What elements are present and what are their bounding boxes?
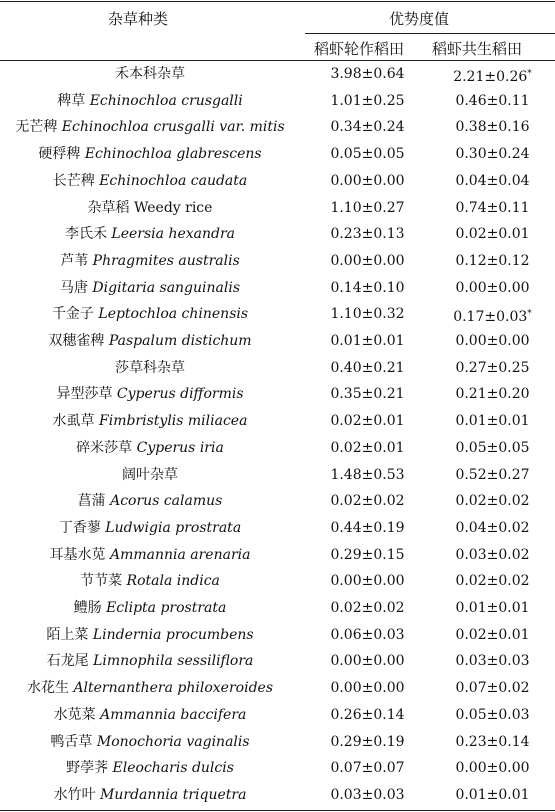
species-latin-name: Monochoria vaginalis xyxy=(96,733,250,750)
rotation-value-cell: 0.02±0.01 xyxy=(330,439,405,456)
species-chinese-name: 水竹叶 xyxy=(53,786,96,803)
species-name-cell xyxy=(0,88,300,115)
species-latin-name: Weedy rice xyxy=(134,199,213,216)
species-name-cell xyxy=(0,381,300,408)
species-name-cell xyxy=(0,729,300,756)
species-latin-name: Echinochloa crusgalli var. mitis xyxy=(61,119,285,136)
species-chinese-name: 野荸荠 xyxy=(66,760,109,777)
coculture-value-cell xyxy=(430,328,555,355)
species-latin-name: Murdannia triquetra xyxy=(100,786,247,803)
table-row xyxy=(0,221,555,248)
coculture-value-cell xyxy=(430,462,555,489)
species-chinese-name: 陌上菜 xyxy=(46,626,89,643)
species-latin-name: Ammannia baccifera xyxy=(100,706,247,723)
species-name-cell xyxy=(0,488,300,515)
species-latin-name: Ludwigia prostrata xyxy=(105,519,242,536)
species-name-cell xyxy=(0,462,300,489)
species-name-cell xyxy=(0,435,300,462)
species-name-cell xyxy=(0,542,300,569)
rotation-value-cell: 0.00±0.00 xyxy=(330,653,405,670)
coculture-value-cell xyxy=(430,248,555,275)
coculture-paddy-header: 稻虾共生稻田 xyxy=(432,40,523,58)
rotation-value-cell: 1.10±0.32 xyxy=(330,306,405,323)
table-row xyxy=(0,462,555,489)
species-chinese-name: 节节菜 xyxy=(80,573,123,590)
species-name-cell xyxy=(0,195,300,222)
species-latin-name: Cyperus iria xyxy=(136,439,224,456)
species-name-cell xyxy=(0,702,300,729)
species-chinese-name: 稗草 xyxy=(57,92,86,109)
species-chinese-name: 水花生 xyxy=(26,680,69,697)
coculture-value-cell xyxy=(430,702,555,729)
species-chinese-name: 异型莎草 xyxy=(56,386,113,403)
rotation-value-cell: 0.44±0.19 xyxy=(330,519,405,536)
coculture-value-cell xyxy=(430,568,555,595)
species-chinese-name: 马唐 xyxy=(59,279,88,296)
rotation-value-cell: 1.10±0.27 xyxy=(330,199,405,216)
coculture-value-cell xyxy=(430,675,555,702)
table-row xyxy=(0,195,555,222)
species-latin-name: Echinochloa crusgalli xyxy=(89,92,243,109)
coculture-value-cell xyxy=(430,488,555,515)
coculture-value-cell xyxy=(430,381,555,408)
coculture-value-cell xyxy=(430,729,555,756)
coculture-value: 0.52±0.27 xyxy=(455,466,530,483)
species-chinese-name: 千金子 xyxy=(51,306,94,323)
species-latin-name: Limnophila sessiliflora xyxy=(93,653,254,670)
species-chinese-name: 石龙尾 xyxy=(46,653,89,670)
species-latin-name: Echinochloa caudata xyxy=(99,172,248,189)
rotation-value-cell: 0.23±0.13 xyxy=(330,226,405,243)
species-latin-name: Eleocharis dulcis xyxy=(112,760,234,777)
coculture-value-cell xyxy=(430,595,555,622)
table-row xyxy=(0,595,555,622)
significance-marker: * xyxy=(527,69,532,79)
species-latin-name: Fimbristylis miliacea xyxy=(99,413,248,430)
coculture-value: 0.27±0.25 xyxy=(455,359,530,376)
table-row xyxy=(0,168,555,195)
coculture-value-cell xyxy=(430,622,555,649)
species-latin-name: Ammannia arenaria xyxy=(109,546,251,563)
top-rule xyxy=(0,1,555,2)
species-name-cell xyxy=(0,622,300,649)
species-latin-name: Echinochloa glabrescens xyxy=(84,146,262,163)
coculture-value: 0.03±0.02 xyxy=(455,546,530,563)
table-row xyxy=(0,622,555,649)
table-row xyxy=(0,435,555,462)
dominance-subrule xyxy=(305,33,555,34)
coculture-value-cell xyxy=(430,355,555,382)
table-row xyxy=(0,542,555,569)
table-row xyxy=(0,248,555,275)
coculture-value: 0.02±0.02 xyxy=(455,493,530,510)
coculture-value: 0.01±0.01 xyxy=(455,786,530,803)
species-chinese-name: 鸭舌草 xyxy=(50,733,93,750)
species-chinese-name: 禾本科杂草 xyxy=(115,66,185,82)
species-latin-name: Alternanthera philoxeroides xyxy=(73,680,273,697)
species-name-cell xyxy=(0,408,300,435)
species-name-cell xyxy=(0,782,300,809)
rotation-value-cell: 0.07±0.07 xyxy=(330,760,405,777)
species-chinese-name: 耳基水苋 xyxy=(49,546,106,563)
rotation-value-cell: 0.01±0.01 xyxy=(330,333,405,349)
rotation-value-cell: 0.40±0.21 xyxy=(330,359,405,376)
species-chinese-name: 硬稃稗 xyxy=(38,146,81,163)
coculture-value: 0.00±0.00 xyxy=(455,279,530,296)
species-chinese-name: 阔叶杂草 xyxy=(122,466,178,483)
table-row xyxy=(0,568,555,595)
coculture-value-cell xyxy=(430,88,555,115)
coculture-value-cell xyxy=(430,648,555,675)
rotation-value-cell: 0.02±0.01 xyxy=(330,413,405,430)
rotation-value-cell: 0.03±0.03 xyxy=(330,786,405,803)
species-chinese-name: 杂草稻 xyxy=(87,199,130,216)
table-row xyxy=(0,61,555,88)
rotation-value-cell: 0.00±0.00 xyxy=(330,680,405,697)
species-name-cell xyxy=(0,248,300,275)
rotation-value-cell: 0.26±0.14 xyxy=(330,706,405,723)
species-name-cell xyxy=(0,568,300,595)
table-row xyxy=(0,782,555,809)
coculture-value-cell xyxy=(430,221,555,248)
species-chinese-name: 长芒稗 xyxy=(52,172,95,189)
coculture-value: 0.02±0.01 xyxy=(455,626,530,643)
table-row xyxy=(0,275,555,302)
rotation-value-cell: 0.02±0.02 xyxy=(330,600,405,616)
species-chinese-name: 丁香蓼 xyxy=(58,519,101,536)
coculture-value-cell xyxy=(430,275,555,302)
table-row xyxy=(0,355,555,382)
table-row xyxy=(0,88,555,115)
coculture-value: 0.46±0.11 xyxy=(455,92,530,109)
species-chinese-name: 鳢肠 xyxy=(73,600,102,616)
coculture-value: 0.02±0.01 xyxy=(455,226,530,243)
species-chinese-name: 李氏禾 xyxy=(64,226,107,243)
species-name-cell xyxy=(0,301,300,328)
coculture-value: 0.74±0.11 xyxy=(455,199,530,216)
species-chinese-name: 碎米莎草 xyxy=(76,439,133,456)
species-name-cell xyxy=(0,675,300,702)
species-column-header: 杂草种类 xyxy=(108,10,169,28)
rotation-value-cell: 0.02±0.02 xyxy=(330,493,405,510)
rotation-paddy-header: 稻虾轮作稻田 xyxy=(314,40,405,58)
species-latin-name: Paspalum distichum xyxy=(108,333,252,349)
table-row xyxy=(0,515,555,542)
table-row xyxy=(0,328,555,355)
coculture-value: 0.04±0.02 xyxy=(455,519,530,536)
rotation-value-cell: 0.29±0.19 xyxy=(330,733,405,750)
species-name-cell xyxy=(0,648,300,675)
species-name-cell xyxy=(0,755,300,782)
rotation-value-cell: 1.01±0.25 xyxy=(330,92,405,109)
species-name-cell xyxy=(0,141,300,168)
coculture-value: 0.21±0.20 xyxy=(455,386,530,403)
rotation-value-cell: 3.98±0.64 xyxy=(330,66,405,82)
species-name-cell xyxy=(0,595,300,622)
bottom-rule xyxy=(0,810,555,811)
coculture-value-cell xyxy=(430,168,555,195)
coculture-value-cell xyxy=(430,114,555,141)
significance-marker: * xyxy=(527,309,532,320)
coculture-value-cell xyxy=(430,542,555,569)
table-row xyxy=(0,114,555,141)
rotation-value-cell: 0.06±0.03 xyxy=(330,626,405,643)
species-latin-name: Leptochloa chinensis xyxy=(98,306,249,323)
table-row xyxy=(0,729,555,756)
species-latin-name: Digitaria sanguinalis xyxy=(92,279,241,296)
species-name-cell xyxy=(0,168,300,195)
species-latin-name: Eclipta prostrata xyxy=(106,600,227,616)
table-row xyxy=(0,408,555,435)
species-latin-name: Leersia hexandra xyxy=(111,226,236,243)
table-row xyxy=(0,301,555,328)
species-name-cell xyxy=(0,515,300,542)
coculture-value-cell xyxy=(430,61,555,91)
species-chinese-name: 芦苇 xyxy=(60,252,89,269)
coculture-value-cell xyxy=(430,141,555,168)
coculture-value: 0.00±0.00 xyxy=(455,333,530,349)
species-chinese-name: 菖蒲 xyxy=(77,493,106,510)
species-name-cell xyxy=(0,114,300,141)
species-latin-name: Acorus calamus xyxy=(110,493,223,510)
rotation-value-cell: 0.14±0.10 xyxy=(330,279,405,296)
coculture-value-cell xyxy=(430,408,555,435)
table-row xyxy=(0,488,555,515)
coculture-value: 0.05±0.03 xyxy=(455,706,530,723)
coculture-value: 0.12±0.12 xyxy=(455,252,530,269)
species-chinese-name: 双穗雀稗 xyxy=(48,333,105,349)
table-row xyxy=(0,648,555,675)
species-latin-name: Rotala indica xyxy=(126,573,220,590)
species-name-cell xyxy=(0,355,300,382)
rotation-value-cell: 0.34±0.24 xyxy=(330,119,405,136)
table-row xyxy=(0,381,555,408)
rotation-value-cell: 0.35±0.21 xyxy=(330,386,405,403)
coculture-value-cell xyxy=(430,755,555,782)
species-chinese-name: 无芒稗 xyxy=(15,119,58,136)
species-latin-name: Phragmites australis xyxy=(92,252,240,269)
species-name-cell xyxy=(0,328,300,355)
coculture-value-cell xyxy=(430,782,555,809)
coculture-value: 0.38±0.16 xyxy=(455,119,530,136)
rotation-value-cell: 1.48±0.53 xyxy=(330,466,405,483)
rotation-value-cell: 0.29±0.15 xyxy=(330,546,405,563)
table-row xyxy=(0,702,555,729)
species-name-cell xyxy=(0,61,300,88)
species-latin-name: Lindernia procumbens xyxy=(92,626,254,643)
coculture-value: 0.23±0.14 xyxy=(455,733,530,750)
species-name-cell xyxy=(0,221,300,248)
species-chinese-name: 水苋菜 xyxy=(53,706,96,723)
table-row xyxy=(0,675,555,702)
coculture-value: 2.21±0.26 xyxy=(453,69,528,85)
coculture-value: 0.04±0.04 xyxy=(455,172,530,189)
rotation-value-cell: 0.00±0.00 xyxy=(330,172,405,189)
rotation-value-cell: 0.00±0.00 xyxy=(330,573,405,590)
coculture-value: 0.30±0.24 xyxy=(455,146,530,163)
coculture-value: 0.17±0.03 xyxy=(453,309,528,326)
coculture-value: 0.01±0.01 xyxy=(455,413,530,430)
coculture-value-cell xyxy=(430,195,555,222)
species-chinese-name: 水虱草 xyxy=(52,413,95,430)
coculture-value-cell xyxy=(430,435,555,462)
species-latin-name: Cyperus difformis xyxy=(116,386,244,403)
species-chinese-name: 莎草科杂草 xyxy=(115,359,185,376)
coculture-value: 0.07±0.02 xyxy=(455,680,530,697)
rotation-value-cell: 0.00±0.00 xyxy=(330,252,405,269)
coculture-value: 0.05±0.05 xyxy=(455,439,530,456)
coculture-value: 0.03±0.03 xyxy=(455,653,530,670)
coculture-value-cell xyxy=(430,515,555,542)
coculture-value: 0.00±0.00 xyxy=(455,760,530,777)
coculture-value-cell xyxy=(430,301,555,331)
dominance-column-header: 优势度值 xyxy=(389,10,450,28)
species-name-cell xyxy=(0,275,300,302)
rotation-value-cell: 0.05±0.05 xyxy=(330,146,405,163)
table-row xyxy=(0,141,555,168)
coculture-value: 0.01±0.01 xyxy=(455,600,530,616)
table-row xyxy=(0,755,555,782)
coculture-value: 0.02±0.02 xyxy=(455,573,530,590)
